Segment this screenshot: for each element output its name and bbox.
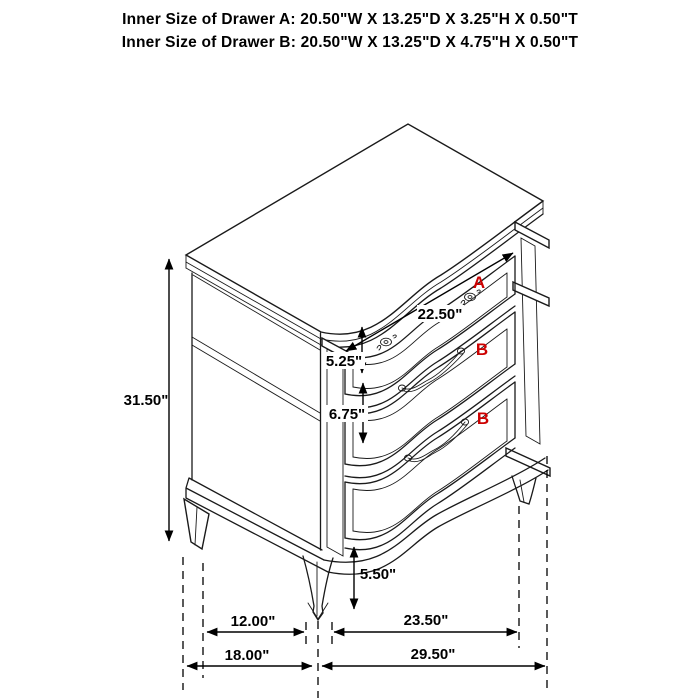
base-molding <box>324 448 548 574</box>
dimension-front-depth <box>207 613 304 632</box>
dimension-leg-height <box>354 547 396 609</box>
drawer-a-size-line: Inner Size of Drawer A: 20.50"W X 13.25"D X 3.25"H X 0.50"T <box>122 11 578 28</box>
drawer-a-right-knob <box>461 290 480 305</box>
right-base-cap <box>506 448 550 476</box>
front-depth-label: 12.00" <box>230 613 276 630</box>
overall-depth-label: 18.00" <box>224 647 270 664</box>
drawer-b2-letter: B <box>476 409 490 428</box>
dimension-overall-width <box>322 646 545 666</box>
drawer-b-size-line: Inner Size of Drawer B: 20.50"W X 13.25"D X 4.75"H X 0.50"T <box>121 34 579 51</box>
right-column-cap-mid <box>513 282 549 306</box>
side-rail-band <box>192 337 320 421</box>
drawer-a-left-knob <box>377 335 396 350</box>
dimension-front-width <box>334 612 517 632</box>
drawer-width-label: 22.50" <box>417 306 463 323</box>
dimension-drawer-b-height <box>326 383 368 443</box>
top-panel <box>186 124 543 347</box>
dimension-overall-depth <box>187 647 312 666</box>
right-fluted-column <box>521 238 540 444</box>
dimension-overall-height <box>124 259 169 541</box>
leg-height-label: 5.50" <box>359 566 397 583</box>
front-right-leg <box>512 476 536 504</box>
drawer-a-height-label: 5.25" <box>325 353 363 370</box>
drawer-a-letter: A <box>472 273 486 292</box>
divider-b1-b2 <box>345 376 515 478</box>
drawer-b-height-label: 6.75" <box>328 406 366 423</box>
drawer-b2-front <box>345 382 515 540</box>
drawer-b1-letter: B <box>475 340 489 359</box>
left-fluted-column <box>327 349 343 556</box>
overall-height-label: 31.50" <box>123 392 169 409</box>
front-left-leg <box>303 556 333 620</box>
overall-width-label: 29.50" <box>410 646 456 663</box>
front-width-label: 23.50" <box>403 612 449 629</box>
